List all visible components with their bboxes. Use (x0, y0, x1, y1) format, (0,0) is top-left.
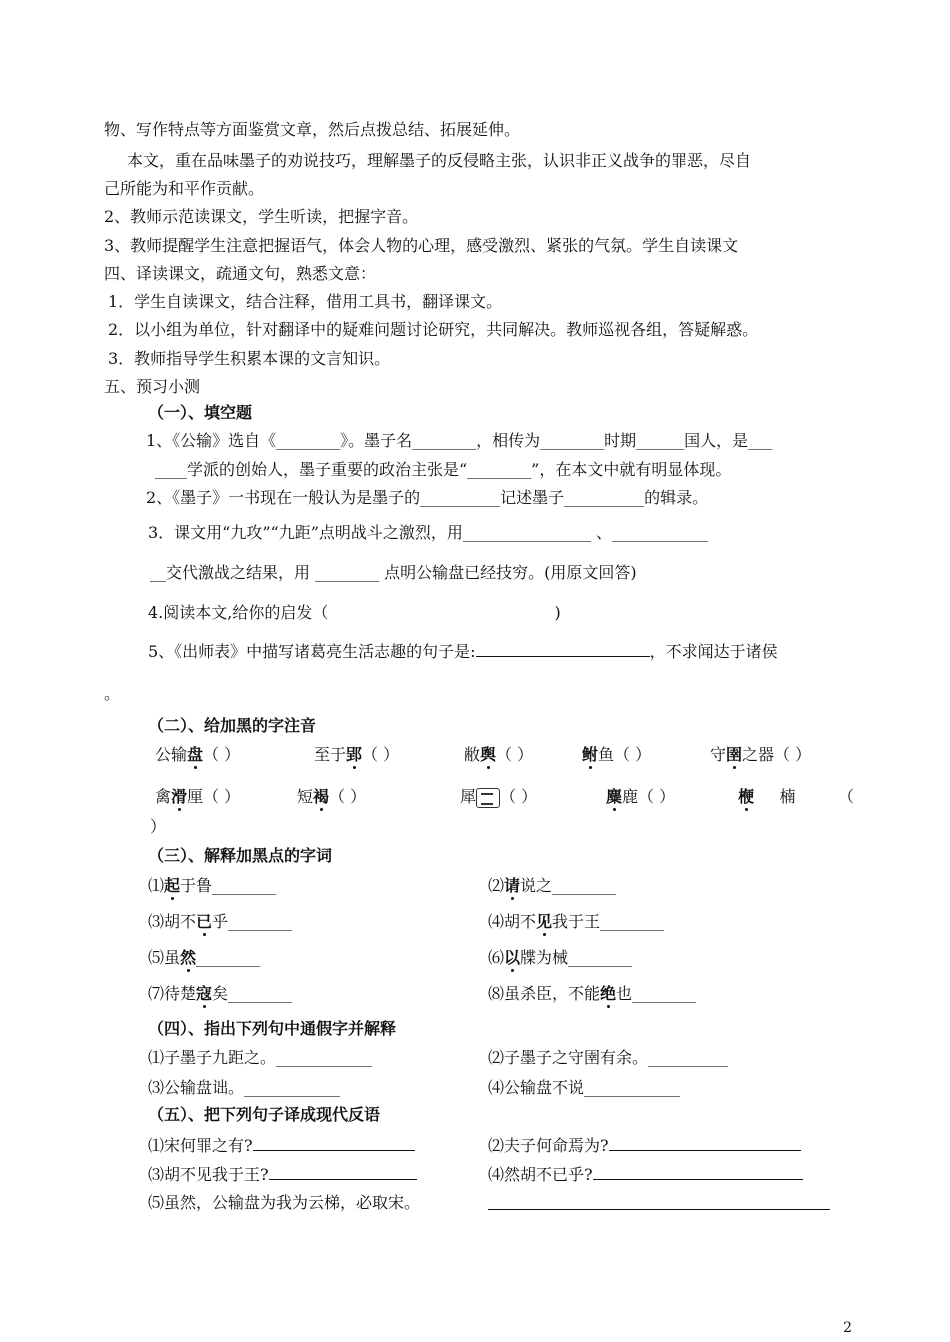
answer-blank[interactable] (253, 1134, 415, 1151)
dotted-char: 起 (164, 876, 181, 895)
question-text: ，不求闻达于诸侯 (649, 642, 778, 661)
pinyin-item (582, 745, 651, 765)
pinyin-item (606, 787, 675, 807)
paragraph-line: 己所能为和平作贡献。 (104, 179, 265, 198)
dotted-char: 见 (536, 912, 553, 931)
question-item (148, 912, 292, 932)
paragraph-line: 本文，重在品味墨子的劝说技巧，理解墨子的反侵略主张，认识非正义战争的罪恶，尽自 (127, 151, 752, 170)
dotted-char: 请 (504, 876, 521, 895)
plain-text: 敝 (464, 745, 481, 764)
pinyin-item (738, 787, 795, 807)
dotted-char: 寇 (196, 984, 213, 1003)
answer-blank[interactable] (476, 640, 650, 657)
question-item (488, 948, 632, 968)
question-item (148, 876, 276, 896)
pinyin-row (155, 745, 240, 765)
pinyin-item (710, 745, 811, 765)
dotted-char: 以 (504, 948, 521, 967)
item-text: ⑺待楚 (148, 984, 197, 1003)
question-text: ) (554, 603, 561, 622)
pinyin-item (155, 787, 240, 807)
item-text: 乎________ (212, 912, 293, 931)
dotted-char: 然 (180, 948, 197, 967)
item-text: ________ (196, 948, 261, 967)
item-text: ⑸虽然，公输盘为我为云梯，必取宋。 (148, 1193, 421, 1212)
item-num: ⑵ (488, 876, 505, 895)
answer-paren[interactable]: （ ） (203, 745, 241, 764)
item-text: 矣________ (212, 984, 293, 1003)
trailing-text: 。 (104, 684, 121, 703)
dotted-char: 已 (196, 912, 213, 931)
item-text: 牒为械________ (520, 948, 633, 967)
answer-paren[interactable]: （ ） (329, 787, 367, 806)
answer-blank[interactable] (488, 1193, 830, 1210)
answer-paren[interactable]: （ ） (496, 745, 534, 764)
question-item: ⑶公输盘诎。____________ (148, 1078, 341, 1097)
item-text: ⑶胡不 (148, 912, 197, 931)
question-item (148, 984, 292, 1004)
answer-blank[interactable] (609, 1134, 801, 1151)
question-item (148, 948, 260, 968)
answer-blank[interactable] (593, 1163, 803, 1180)
dotted-char: 楩 (738, 787, 755, 806)
dotted-char: 褐 (313, 787, 330, 806)
plain-text: 楠 (779, 787, 796, 806)
item-text: ⑴宋何罪之有? (148, 1136, 253, 1155)
question-item (488, 984, 696, 1004)
item-num: ⑴ (148, 876, 165, 895)
question-item: ⑵子墨子之守圉有余。__________ (488, 1048, 729, 1067)
answer-paren[interactable]: ） (150, 817, 167, 836)
pinyin-item (314, 745, 399, 765)
subsection-title: （二）、给加黑的字注音 (148, 716, 317, 735)
question-text: 5、《出师表》中描写诸葛亮生活志趣的句子是: (148, 642, 476, 661)
item-text: 于鲁________ (180, 876, 277, 895)
dotted-char: 麋 (606, 787, 623, 806)
dotted-char: 绝 (600, 984, 617, 1003)
question-item: ⑷公输盘不说____________ (488, 1078, 681, 1097)
dotted-char: 郢 (346, 745, 363, 764)
subsection-title: （三）、解释加黑点的字词 (148, 846, 333, 865)
item-text: ⑻虽杀臣，不能 (488, 984, 601, 1003)
list-item: 3．教师指导学生积累本课的文言知识。 (108, 349, 391, 368)
question-item (488, 1163, 803, 1185)
dotted-char: 圉 (726, 745, 743, 764)
subsection-title: （四）、指出下列句中通假字并解释 (148, 1019, 397, 1038)
plain-text: 犀 (460, 787, 477, 806)
question-item (148, 1134, 415, 1156)
question-line: ____学派的创始人，墨子重要的政治主张是“________”，在本文中就有明显体现。 (155, 460, 732, 479)
question-line: __交代激战之结果，用 ________ 点明公输盘已经技穷。(用原文回答) (150, 563, 637, 582)
dotted-char: 盘 (187, 745, 204, 764)
answer-paren[interactable]: 厘（ ） (187, 787, 241, 806)
plain-text: 短 (297, 787, 314, 806)
item-text: ⑷胡不 (488, 912, 537, 931)
list-item: 2．以小组为单位，针对翻译中的疑难问题讨论研究，共同解决。教师巡视各组，答疑解惑。 (108, 320, 759, 339)
paragraph-line: 物、写作特点等方面鉴赏文章，然后点拨总结、拓展延伸。 (104, 120, 521, 139)
page-number: 2 (843, 1320, 852, 1336)
section-heading: 五、预习小测 (104, 377, 201, 396)
plain-text: 守 (710, 745, 727, 764)
item-text: 也________ (616, 984, 697, 1003)
item-text: ⑶胡不见我于王? (148, 1165, 269, 1184)
question-item (488, 912, 664, 932)
item-text: ⑷然胡不已乎? (488, 1165, 593, 1184)
answer-paren[interactable]: 鱼（ ） (598, 745, 652, 764)
rare-character-glyph (476, 788, 500, 808)
dotted-char: 舆 (480, 745, 497, 764)
item-text: ⑵夫子何命焉为? (488, 1136, 609, 1155)
item-text: ⑸虽 (148, 948, 181, 967)
pinyin-item (460, 787, 537, 808)
question-line: 2、《墨子》一书现在一般认为是墨子的__________记述墨子__________的辑录。 (146, 488, 709, 507)
section-heading: 四、译读课文，疏通文句，熟悉文意： (104, 264, 377, 283)
answer-paren[interactable]: （ ） (362, 745, 400, 764)
item-text: 我于王________ (552, 912, 665, 931)
question-text: 4.阅读本文,给你的启发（ (148, 603, 329, 622)
question-line (148, 640, 778, 662)
question-item (148, 1163, 417, 1185)
subsection-title: （一）、填空题 (148, 403, 253, 422)
pinyin-item (297, 787, 366, 807)
question-item (488, 1193, 830, 1215)
paragraph-line: 2、教师示范读课文，学生听读，把握字音。 (104, 207, 419, 226)
question-item (148, 1193, 420, 1213)
question-item (488, 876, 616, 896)
answer-paren[interactable]: 鹿（ ） (622, 787, 676, 806)
list-item: 1．学生自读课文，结合注释，借用工具书，翻译课文。 (108, 292, 503, 311)
plain-text: 禽 (155, 787, 172, 806)
item-num: ⑹ (488, 948, 505, 967)
item-text: 说之________ (520, 876, 617, 895)
answer-blank[interactable] (269, 1163, 417, 1180)
subsection-title: （五）、把下列句子译成现代反语 (148, 1105, 381, 1124)
pinyin-item (464, 745, 533, 765)
question-line (148, 603, 561, 623)
question-line: 1、《公输》选自《________》。墨子名________，相传为________时期______国人，是___ (146, 431, 773, 450)
question-item: ⑴子墨子九距之。____________ (148, 1048, 373, 1067)
dotted-char: 鲋 (582, 745, 599, 764)
plain-text: 公输 (155, 745, 188, 764)
question-item (488, 1134, 801, 1156)
answer-paren[interactable]: （ ） (500, 787, 538, 806)
question-line: 3．课文用“九攻”“九距”点明战斗之激烈，用________________ 、____________ (148, 523, 708, 542)
dotted-char: 滑 (171, 787, 188, 806)
plain-text: 至于 (314, 745, 347, 764)
answer-paren[interactable]: 之器（ ） (742, 745, 812, 764)
paragraph-line: 3、教师提醒学生注意把握语气，体会人物的心理，感受激烈、紧张的气氛。学生自读课文 (104, 236, 739, 255)
answer-paren[interactable]: （ (838, 787, 855, 806)
